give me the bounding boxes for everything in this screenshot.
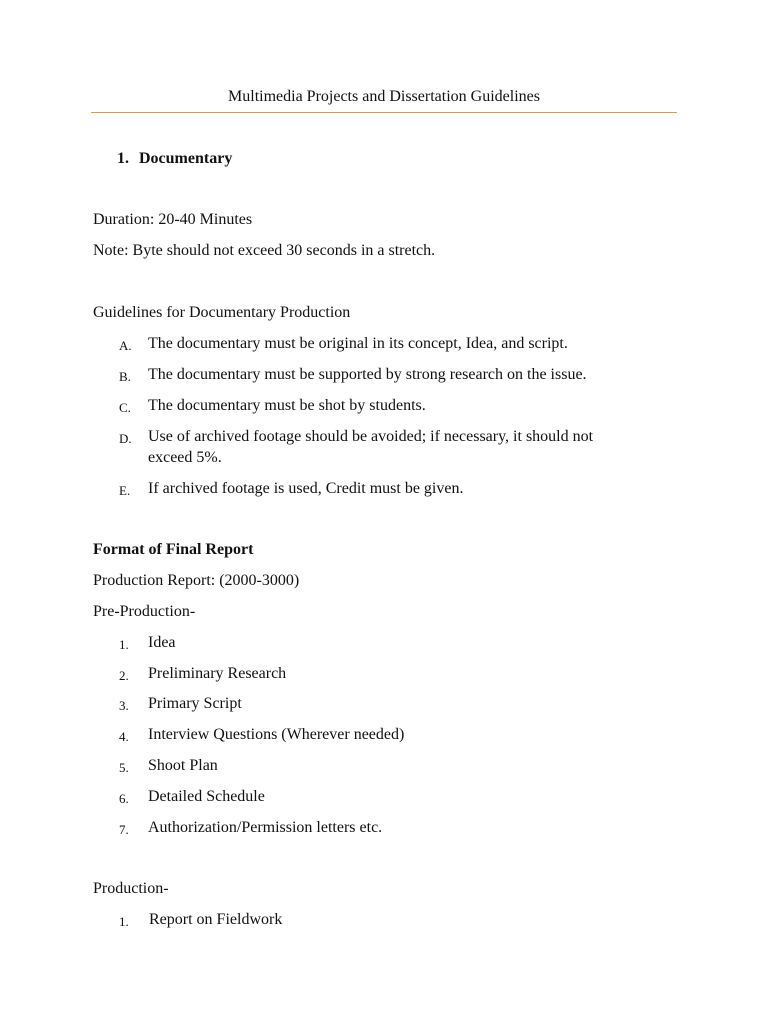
list-item: If archived footage is used, Credit must be given. (148, 480, 464, 497)
list-marker: B. (119, 369, 131, 384)
list-item: Primary Script (148, 695, 242, 712)
section-number: 1. (117, 150, 129, 167)
list-marker: E. (119, 483, 131, 498)
list-item: The documentary must be shot by students. (148, 397, 426, 414)
header-divider (91, 112, 677, 113)
list-item: Preliminary Research (148, 665, 287, 682)
list-marker: A. (119, 338, 132, 353)
list-item: The documentary must be supported by strong research on the issue. (148, 366, 587, 383)
list-marker: 2. (119, 668, 129, 683)
list-item: Idea (148, 634, 176, 651)
list-marker: C. (119, 400, 131, 415)
section-heading (117, 150, 232, 168)
duration-text: Duration: 20-40 Minutes (93, 211, 253, 228)
note-text: Note: Byte should not exceed 30 seconds in a stretch. (93, 242, 436, 259)
production-report-text: Production Report: (2000-3000) (93, 572, 300, 589)
guidelines-heading: Guidelines for Documentary Production (93, 304, 351, 321)
list-marker: 3. (119, 698, 129, 713)
list-marker: D. (119, 431, 132, 446)
list-item: Use of archived footage should be avoided; if necessary, it should not (148, 428, 594, 445)
list-item: The documentary must be original in its concept, Idea, and script. (148, 335, 568, 352)
list-item: Report on Fieldwork (149, 911, 283, 928)
list-item: Interview Questions (Wherever needed) (148, 726, 405, 743)
list-marker: 7. (119, 822, 129, 837)
list-marker: 4. (119, 729, 129, 744)
list-item-continuation: exceed 5%. (148, 449, 222, 466)
list-marker: 1. (119, 637, 129, 652)
list-marker: 1. (119, 914, 129, 929)
list-marker: 5. (119, 760, 129, 775)
list-item: Authorization/Permission letters etc. (148, 819, 383, 836)
section-title: Documentary (139, 150, 233, 167)
list-item: Shoot Plan (148, 757, 218, 774)
pre-production-heading: Pre-Production- (93, 603, 196, 620)
page-title: Multimedia Projects and Dissertation Guidelines (228, 88, 540, 105)
list-marker: 6. (119, 791, 129, 806)
final-report-heading: Format of Final Report (93, 541, 254, 558)
list-item: Detailed Schedule (148, 788, 265, 805)
production-heading: Production- (93, 880, 169, 897)
